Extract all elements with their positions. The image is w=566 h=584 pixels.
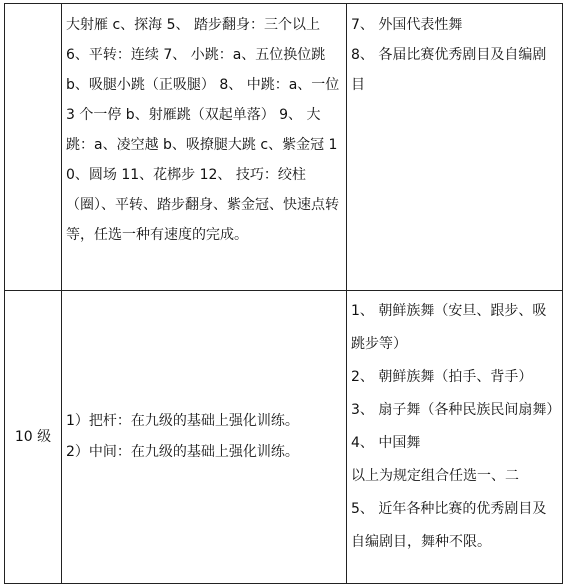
training-item: 2）中间：在九级的基础上强化训练。 — [66, 444, 299, 460]
repertoire-item: 8、 各届比赛优秀剧目及自编剧目 — [351, 47, 547, 93]
level-label: 10 级 — [14, 429, 52, 445]
repertoire-item: 2、 朝鲜族舞（拍手、背手） — [351, 369, 533, 385]
repertoire-item: 3、 扇子舞（各种民族民间扇舞） — [351, 402, 561, 418]
skills-cell — [62, 4, 347, 291]
repertoire-cell — [347, 4, 563, 291]
repertoire-note: 以上为规定组合任选一、二 — [351, 468, 519, 484]
table-row — [5, 4, 563, 291]
repertoire-cell — [347, 291, 563, 584]
grade-table — [4, 3, 563, 584]
skills-text: 大射雁 c、探海 5、 踏步翻身：三个以上 6、平转：连续 7、 小跳：a、五位换位跳 b、吸腿小跳（正吸腿） 8、 中跳：a、一位 3 个一停 b、射雁跳（双起单落） 9、 大跳：a、凌空越 b、吸撩腿大跳 c、紫金冠 10、圆场 11、花梆步 12、 技巧：绞柱（圈）、平转、踏步翻身、紫金冠、快速点转等，任选一种有速度的完成。 — [66, 17, 340, 243]
repertoire-item: 7、 外国代表性舞 — [351, 17, 463, 33]
level-cell-empty — [5, 4, 62, 291]
repertoire-item: 5、 近年各种比赛的优秀剧目及自编剧目，舞种不限。 — [351, 501, 547, 550]
repertoire-item: 1、 朝鲜族舞（安旦、跟步、吸跳步等） — [351, 303, 547, 352]
table-row — [5, 291, 563, 584]
repertoire-item: 4、 中国舞 — [351, 435, 421, 451]
training-item: 1）把杆：在九级的基础上强化训练。 — [66, 413, 299, 429]
training-cell — [62, 291, 347, 584]
level-cell — [5, 291, 62, 584]
